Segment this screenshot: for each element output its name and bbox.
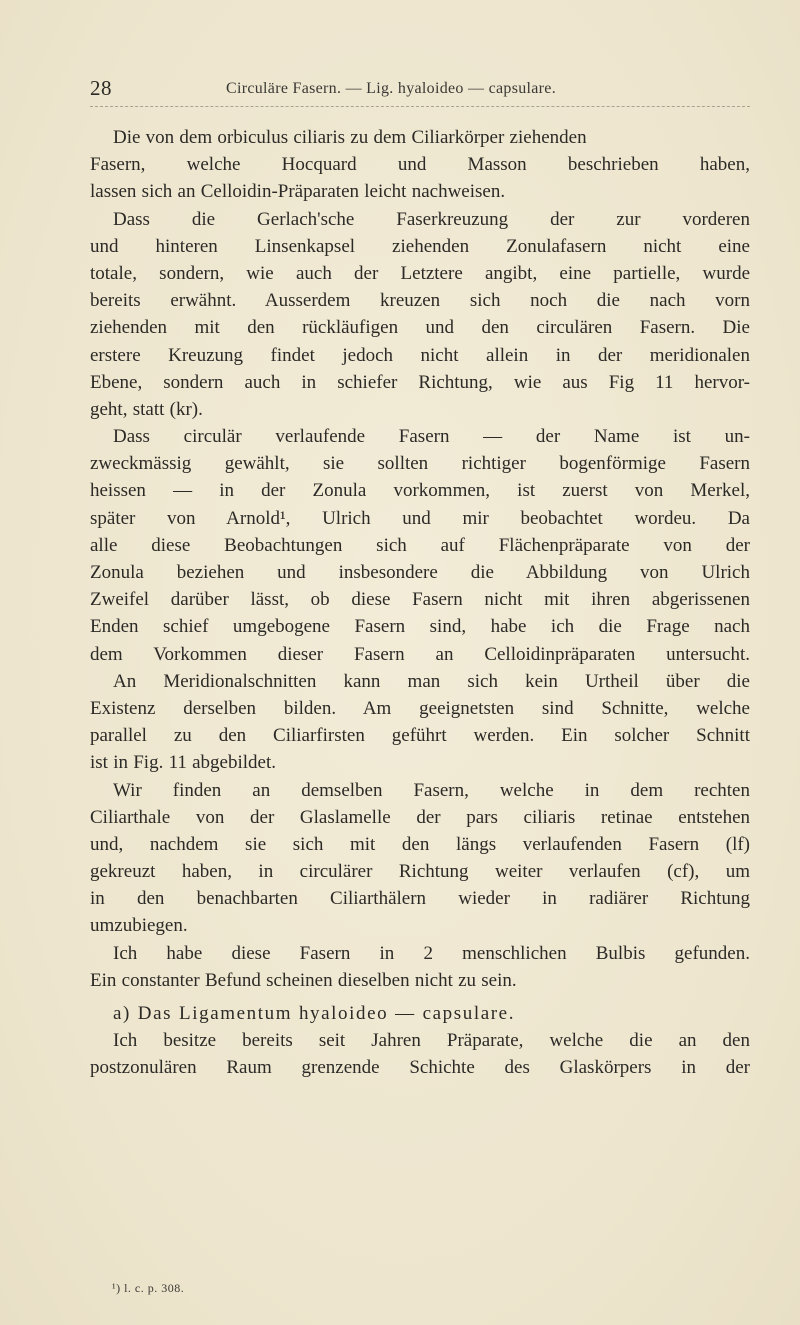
text-line: alle diese Beobachtungen sich auf Flächenpräparate von der: [90, 534, 750, 556]
text-line: erstere Kreuzung findet jedoch nicht allein in der meridionalen: [90, 344, 750, 366]
text-line: dem Vorkommen dieser Fasern an Celloidinpräparaten untersucht.: [90, 643, 750, 665]
text-line: Existenz derselben bilden. Am geeignetsten sind Schnitte, welche: [90, 697, 750, 719]
text-line: Zweifel darüber lässt, ob diese Fasern nicht mit ihren abgerissenen: [90, 589, 750, 611]
text-line: totale, sondern, wie auch der Letztere angibt, eine partielle, wurde: [90, 262, 750, 284]
text-line: Die von dem orbiculus ciliaris zu dem Ciliarkörper ziehenden: [113, 127, 587, 148]
text-line: später von Arnold¹, Ulrich und mir beobachtet wordeu. Da: [90, 507, 750, 529]
text-line: bereits erwähnt. Ausserdem kreuzen sich noch die nach vorn: [90, 290, 750, 312]
text-line: Dass die Gerlach'sche Faserkreuzung der zur vorderen: [113, 208, 750, 230]
text-line: Fasern, welche Hocquard und Masson beschrieben haben,: [90, 154, 750, 176]
text-line: heissen — in der Zonula vorkommen, ist zuerst von Merkel,: [90, 480, 750, 502]
section-heading: a) Das Ligamentum hyaloideo — capsulare.: [113, 1003, 516, 1024]
text-line: Wir finden an demselben Fasern, welche in dem rechten: [113, 779, 750, 801]
body-text: [90, 124, 750, 1082]
running-head: Circuläre Fasern. — Lig. hyaloideo — capsulare.: [226, 80, 556, 97]
text-line: gekreuzt haben, in circulärer Richtung weiter verlaufen (cf), um: [90, 861, 750, 883]
text-line: ist in Fig. 11 abgebildet.: [90, 752, 277, 774]
text-line: Dass circulär verlaufende Fasern — der Name ist un-: [113, 426, 750, 448]
text-line: Ebene, sondern auch in schiefer Richtung, wie aus Fig 11 hervor-: [90, 371, 750, 393]
text-line: Ein constanter Befund scheinen dieselben nicht zu sein.: [90, 969, 517, 991]
header-rule: [90, 106, 750, 107]
text-line: zweckmässig gewählt, sie sollten richtiger bogenförmige Fasern: [90, 453, 750, 475]
text-line: Ich besitze bereits seit Jahren Präparate, welche die an den: [113, 1030, 750, 1052]
text-line: An Meridionalschnitten kann man sich kein Urtheil über die: [113, 670, 750, 692]
text-line: Enden schief umgebogene Fasern sind, habe ich die Frage nach: [90, 616, 750, 638]
text-line: parallel zu den Ciliarfirsten geführt werden. Ein solcher Schnitt: [90, 725, 750, 747]
text-line: lassen sich an Celloidin-Präparaten leicht nachweisen.: [90, 181, 506, 203]
text-line: und, nachdem sie sich mit den längs verlaufenden Fasern (lf): [90, 833, 750, 855]
text-line: in den benachbarten Ciliarthälern wieder in radiärer Richtung: [90, 888, 750, 910]
text-line: Ciliarthale von der Glaslamelle der pars ciliaris retinae entstehen: [90, 806, 750, 828]
text-line: Zonula beziehen und insbesondere die Abbildung von Ulrich: [90, 562, 750, 583]
page-number: 28: [90, 76, 112, 100]
text-line: postzonulären Raum grenzende Schichte des Glaskörpers in der: [90, 1057, 750, 1079]
footnote: ¹) l. c. p. 308.: [112, 1281, 185, 1295]
text-line: umzubiegen.: [90, 915, 188, 937]
text-line: und hinteren Linsenkapsel ziehenden Zonulafasern nicht eine: [90, 235, 750, 257]
text-line: geht, statt (kr).: [90, 398, 203, 420]
page-header: [90, 74, 735, 104]
text-line: ziehenden mit den rückläufigen und den circulären Fasern. Die: [90, 317, 750, 339]
text-line: Ich habe diese Fasern in 2 menschlichen Bulbis gefunden.: [113, 942, 750, 964]
